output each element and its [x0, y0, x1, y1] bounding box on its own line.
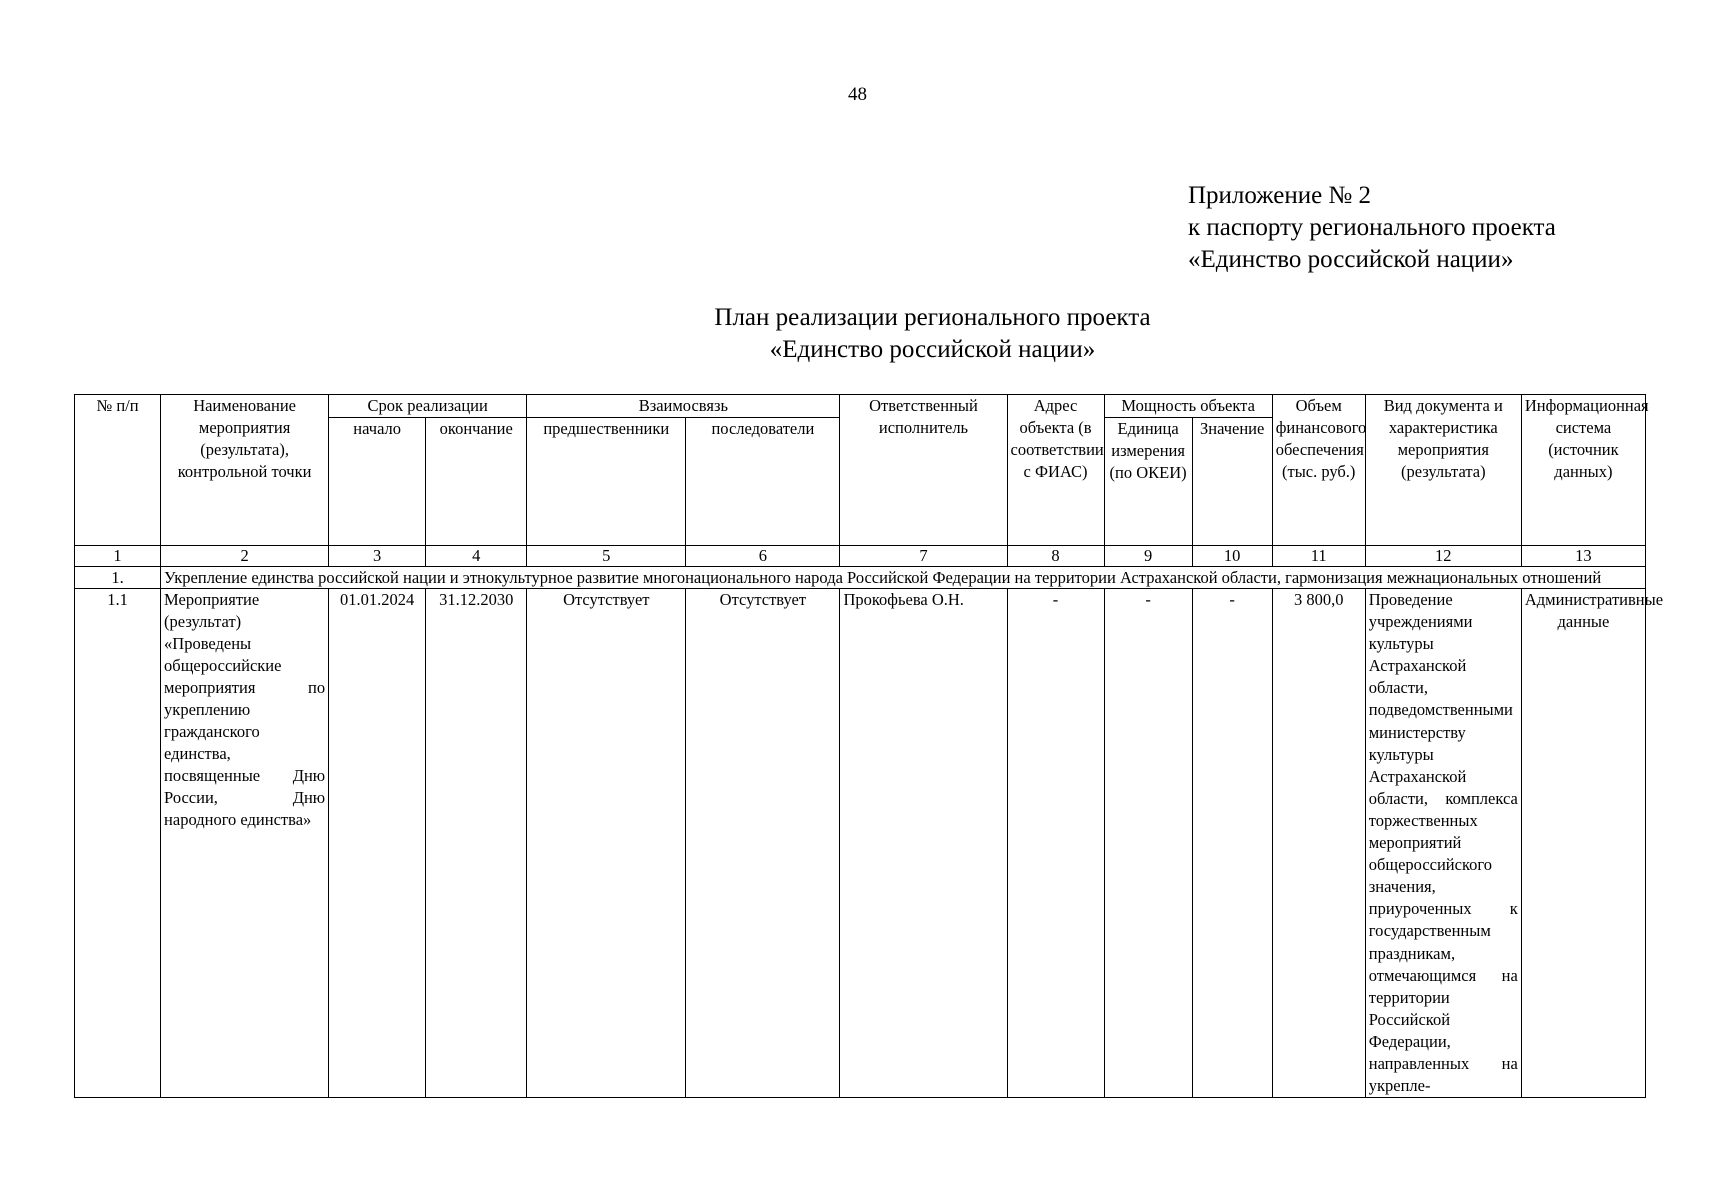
section-title: Укрепление единства российской нации и этнокультурное развитие многонационального народа Российской Федерации на территории Астраханской области, гармонизация межнациональных отношений — [161, 567, 1646, 589]
header-period-start: начало — [329, 418, 426, 546]
appendix-block — [1188, 180, 1556, 276]
column-number: 13 — [1521, 546, 1645, 567]
header-name: Наименование мероприятия (результата), контрольной точки — [161, 395, 329, 546]
plan-table — [74, 394, 1664, 1098]
header-capacity: Мощность объекта — [1104, 395, 1272, 418]
header-info-system: Информационная система (источник данных) — [1521, 395, 1645, 546]
row-unit: - — [1104, 589, 1192, 1098]
row-name: Мероприятие (результат) «Проведены общероссийские мероприятия по укреплению гражданского единства, посвященные Дню России, Дню народного единства» — [161, 589, 329, 1098]
row-info-system: Административные данные — [1521, 589, 1645, 1098]
header-predecessors: предшественники — [527, 418, 686, 546]
header-row-1 — [75, 395, 1646, 418]
section-number: 1. — [75, 567, 161, 589]
header-period-end: окончание — [426, 418, 527, 546]
plan-title — [0, 302, 1715, 366]
row-end-date: 31.12.2030 — [426, 589, 527, 1098]
column-number: 3 — [329, 546, 426, 567]
column-number: 2 — [161, 546, 329, 567]
plan-title-line-2: «Единство российской нации» — [769, 336, 1096, 363]
row-value: - — [1192, 589, 1272, 1098]
header-relation: Взаимосвязь — [527, 395, 840, 418]
header-value: Значение — [1192, 418, 1272, 546]
column-number: 1 — [75, 546, 161, 567]
header-period: Срок реализации — [329, 395, 527, 418]
column-number-row — [75, 546, 1646, 567]
row-address: - — [1007, 589, 1104, 1098]
header-address: Адрес объекта (в соответствии с ФИАС) — [1007, 395, 1104, 546]
column-number: 6 — [686, 546, 840, 567]
header-executor: Ответственный исполнитель — [840, 395, 1007, 546]
row-doc-type: Проведение учреждениями культуры Астраханской области, подведомственными министерству культуры Астраханской области, комплекса торжественных мероприятий общероссийского значения, приуроченных к государственным праздникам, отмечающимся на территории Российской Федерации, направленных на укрепле- — [1365, 589, 1521, 1098]
table-row — [75, 589, 1646, 1098]
appendix-line-3: «Единство российской нации» — [1188, 246, 1514, 273]
row-start-date: 01.01.2024 — [329, 589, 426, 1098]
row-funding: 3 800,0 — [1272, 589, 1365, 1098]
column-number: 5 — [527, 546, 686, 567]
appendix-line-1: Приложение № 2 — [1188, 182, 1372, 209]
row-successors: Отсутствует — [686, 589, 840, 1098]
header-unit: Единица измерения (по ОКЕИ) — [1104, 418, 1192, 546]
column-number: 9 — [1104, 546, 1192, 567]
row-executor: Прокофьева О.Н. — [840, 589, 1007, 1098]
column-number: 8 — [1007, 546, 1104, 567]
row-predecessors: Отсутствует — [527, 589, 686, 1098]
appendix-line-2: к паспорту регионального проекта — [1188, 214, 1556, 241]
row-number: 1.1 — [75, 589, 161, 1098]
page-number: 48 — [848, 84, 867, 105]
header-doc-type: Вид документа и характеристика мероприятия (результата) — [1365, 395, 1521, 546]
section-row — [75, 567, 1646, 589]
column-number: 11 — [1272, 546, 1365, 567]
column-number: 7 — [840, 546, 1007, 567]
plan-title-line-1: План реализации регионального проекта — [714, 304, 1151, 331]
header-num: № п/п — [75, 395, 161, 546]
header-successors: последователи — [686, 418, 840, 546]
column-number: 4 — [426, 546, 527, 567]
column-number: 12 — [1365, 546, 1521, 567]
header-funding: Объем финансового обеспечения (тыс. руб.) — [1272, 395, 1365, 546]
column-number: 10 — [1192, 546, 1272, 567]
